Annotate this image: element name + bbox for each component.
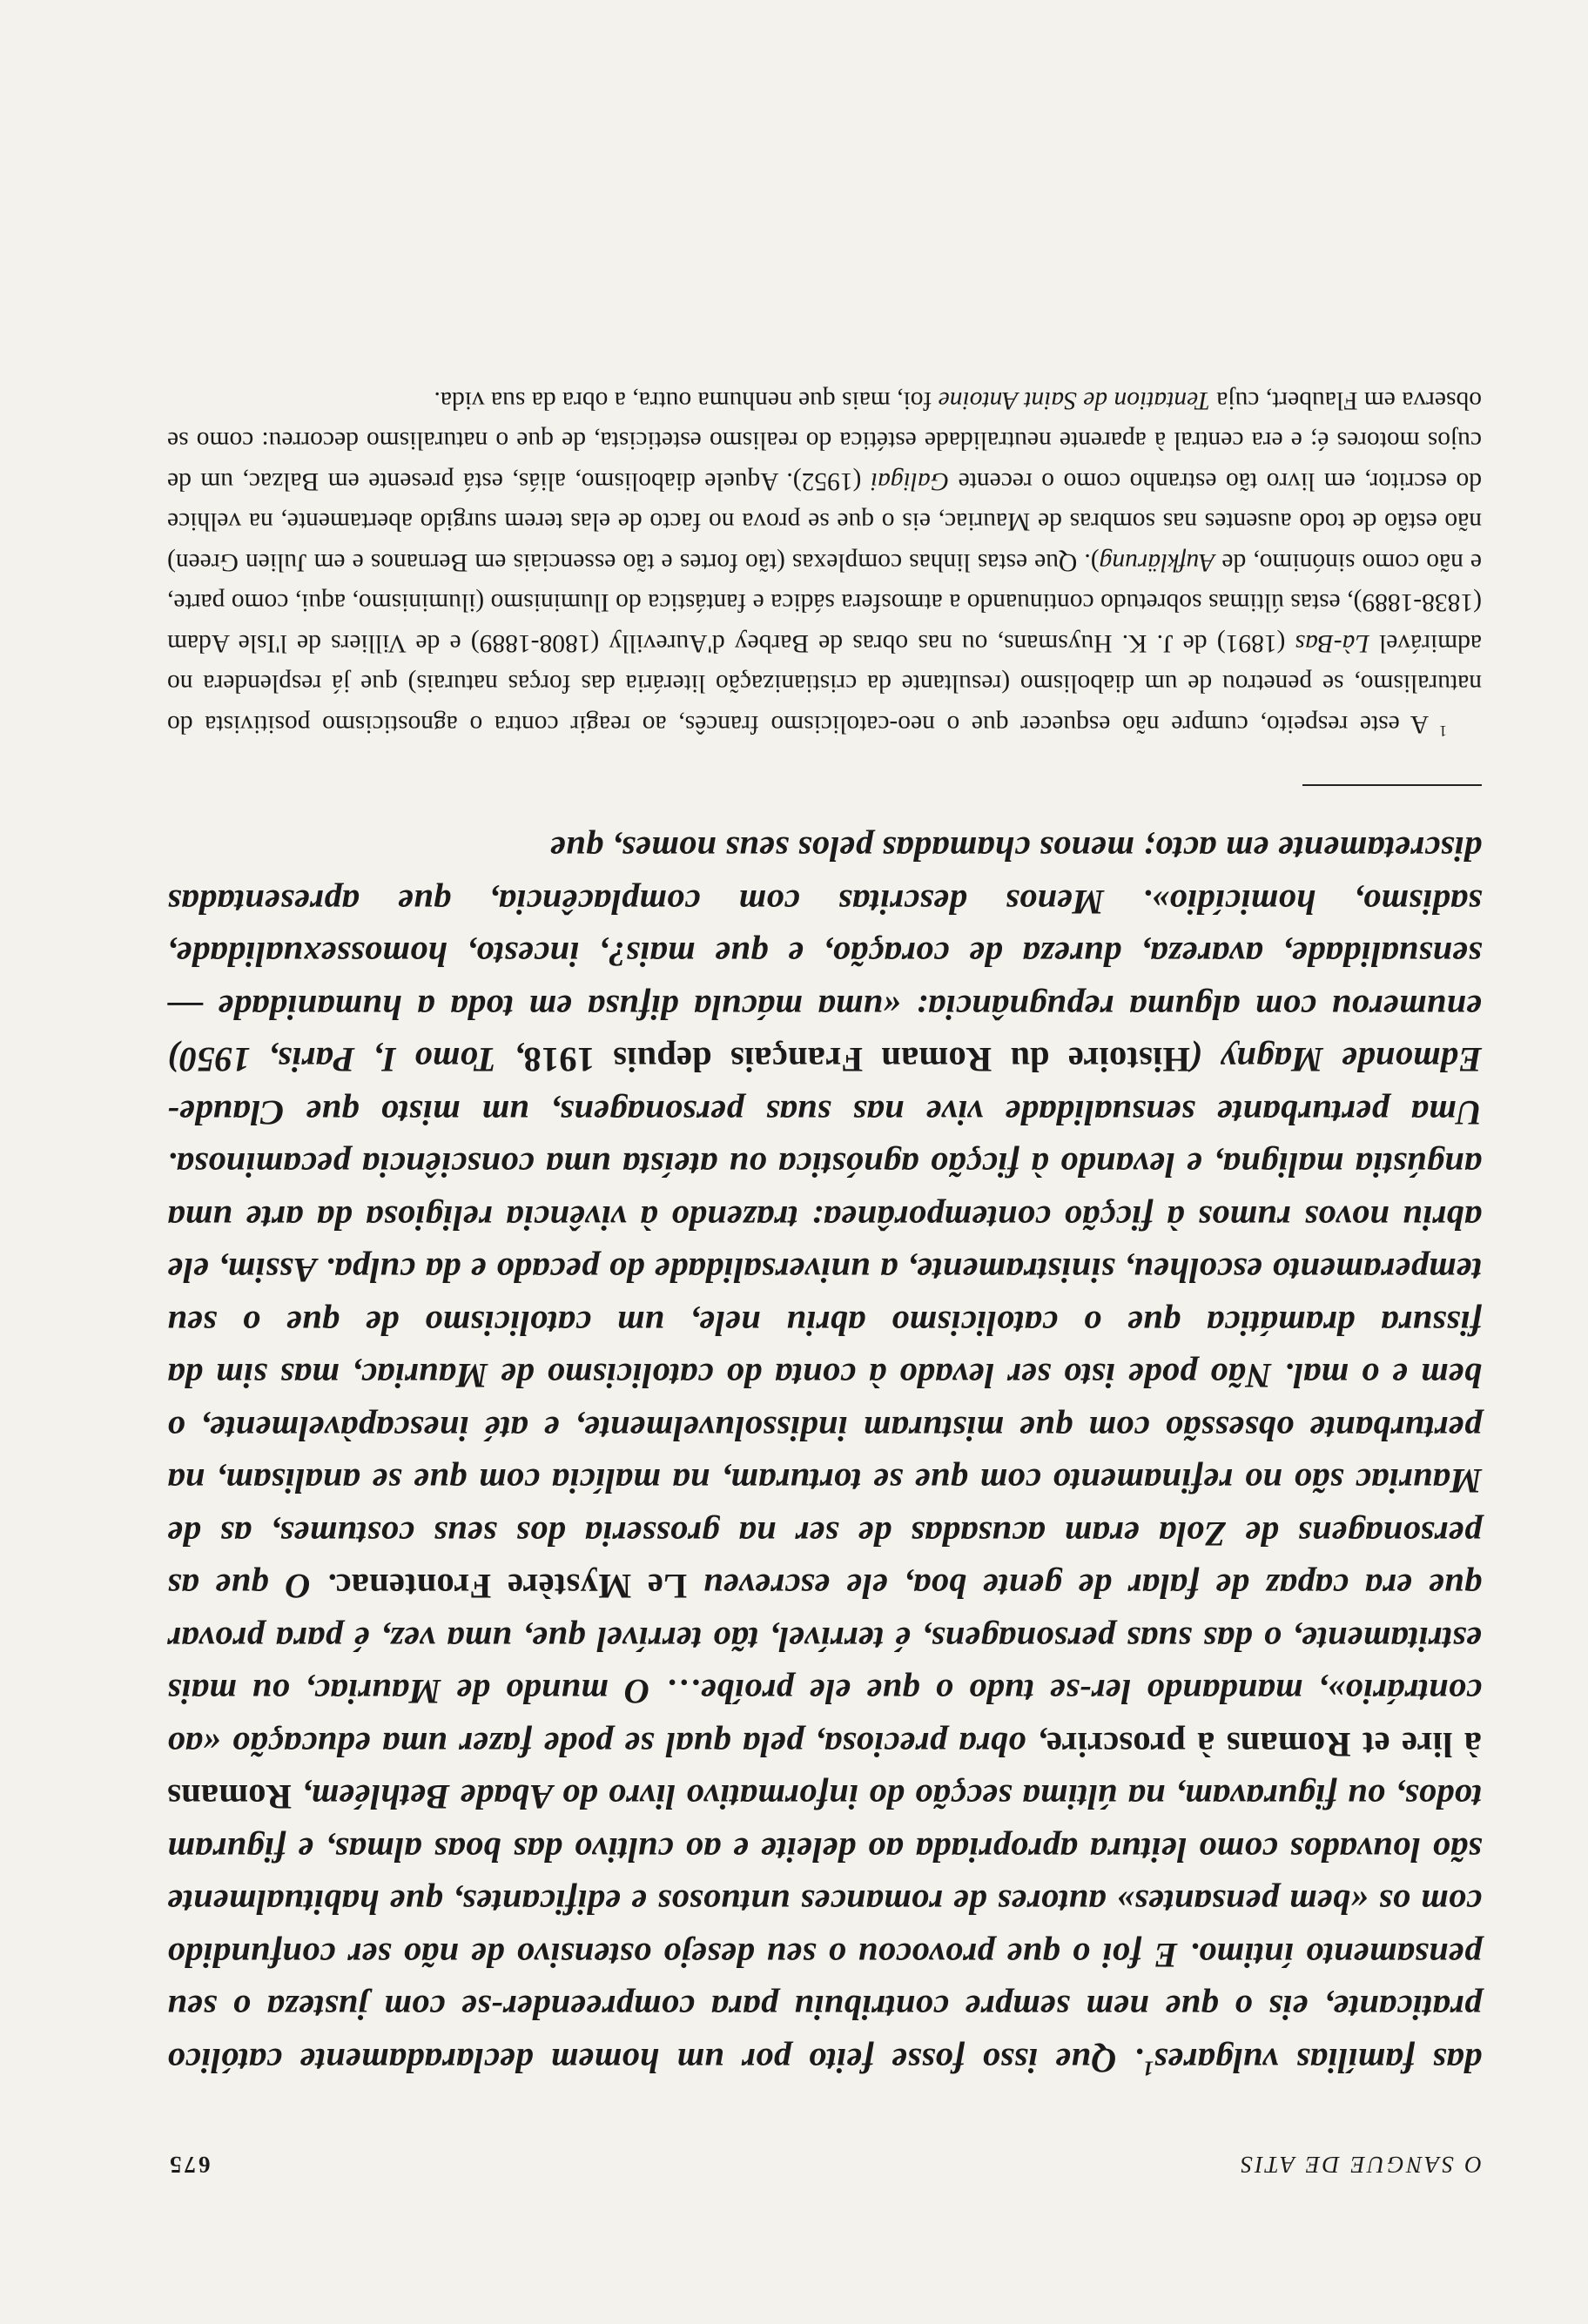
footnote — [167, 380, 1482, 745]
body-text-segment: . O que as personagens de Zola eram acusadas de ser na grosseria dos seus costumes, as de Mauriac são no refinamento com que se torturam, na malícia com que se analisam, na perturbante obsessão com que misturam indissoluvelmente, e até inescapàvelmente, o bem e o mal. Não pode isto ser levado à conta do catolicismo de Mauriac, mas sim da fissura dramática que o catolicismo abriu nele, um catolicismo de que o seu temperamento escolheu, sinistramente, a universalidade do pecado e da culpa. Assim, ele abriu novos rumos à ficção contemporânea: trazendo à vivência religiosa da arte uma angústia maligna, e levando à ficção agnóstica ou ateísta uma consciência pecaminosa. Uma perturbante sensualidade vive nas suas personagens, um misto que Claude-Edmonde Magny ( — [167, 1040, 1482, 1607]
footnote-italic-title: Galigai — [870, 467, 950, 495]
footnote-divider — [1302, 784, 1482, 786]
footnote-text-segment: foi, mais que nenhuma outra, a obra da sua vida. — [434, 386, 939, 414]
footnote-text-segment: (1952). Aquele diabolismo, aliás, está presente em Balzac, um de cujos motores é; e era central à aparente neutralidade estética do realismo esteticista, de que o naturalismo decorreu: como se observa em Flaubert, cuja — [167, 386, 1482, 495]
body-text-segment: das famílias vulgares — [1154, 2041, 1482, 2080]
body-text-segment: . Que isso fosse feito por um homem declaradamente católico praticante, eis o que nem sempre contribuiu para compreender-se com justeza o seu pensamento íntimo. E foi o que provocou o seu desejo ostensivo de não ser confundido com os «bem pensantes» autores de romances untuosos e edificantes, que habitualmente são louvados como leitura apropriada ao deleite e ao cultivo das boas almas, e figuram todos, ou figuravam, na última secção do informativo livro do Abade Bethléem, — [166, 1777, 1482, 2080]
footnote-italic-title: Là-Bas — [1295, 629, 1369, 657]
running-title: O SANGUE DE ATIS — [1238, 2152, 1482, 2178]
footnote-marker: 1 — [1439, 722, 1447, 740]
book-title-roman: Romans à lire et Romans à proscrire — [167, 1725, 1482, 1817]
footnote-reference: 1 — [1142, 2056, 1154, 2080]
body-text-segment: , Tomo I, Paris, 1950) enumerou com alguma repugnância: «uma mácula difusa em toda a humanidade — sensualidade, avareza, dureza de coração, e que mais?, incesto, homossexualidade, sadismo, homicídio». Menos descritas com complacência, que apresentadas discretamente em acto; menos chamadas pelos seus nomes, que — [166, 830, 1482, 1080]
footnote-text-segment: A este respeito, cumpre não esquecer que o neo-catolicismo francês, ao reagir contra o agnosticismo positivista do naturalismo, se penetrou de um diabolismo (resultante da cristianização literária das forças naturais) que já resplendera no admirável — [167, 629, 1482, 738]
page-content — [167, 380, 1482, 2179]
page-number: 675 — [167, 2152, 211, 2178]
body-text-segment: , obra preciosa, pela qual se pode fazer uma educação «ao contrário», mandando ler-se tudo o que ele proíbe… O mundo de Mauriac, ou mais estritamente, o das suas personagens, é terrível, tão terrível que, uma vez, é para provar que era capaz de falar de gente boa, ele escreveu — [167, 1567, 1482, 1764]
running-head — [167, 2151, 1482, 2178]
book-title-roman: Histoire du Roman Français depuis 1918 — [523, 1040, 1191, 1080]
main-paragraph — [167, 823, 1482, 2086]
book-title-roman: Le Mystère Frontenac — [335, 1567, 688, 1607]
footnote-text-segment: (1891) de J. K. Huysmans, ou nas obras de Barbey d'Aurevilly (1808-1889) e de Villiers de l'Isle Adam (1838-1889), estas últimas sobretudo continuando a atmosfera sádica e fantástica do Iluminismo (iluminismo, aqui, como parte, e não como sinónimo, de — [167, 548, 1482, 657]
footnote-text-segment: ). Que estas linhas complexas (tão fortes e tão essenciais em Bernanos e em Julien Green) não estão de todo ausentes nas sombras de Mauriac, eis o que se prova no facto de elas terem surgido abertamente, na velhice do escritor, em livro tão estranho como o recente — [166, 467, 1482, 576]
footnote-italic-term: Aufklärung — [1099, 548, 1215, 576]
footnote-italic-title: Tentation de Saint Antoine — [938, 386, 1210, 414]
